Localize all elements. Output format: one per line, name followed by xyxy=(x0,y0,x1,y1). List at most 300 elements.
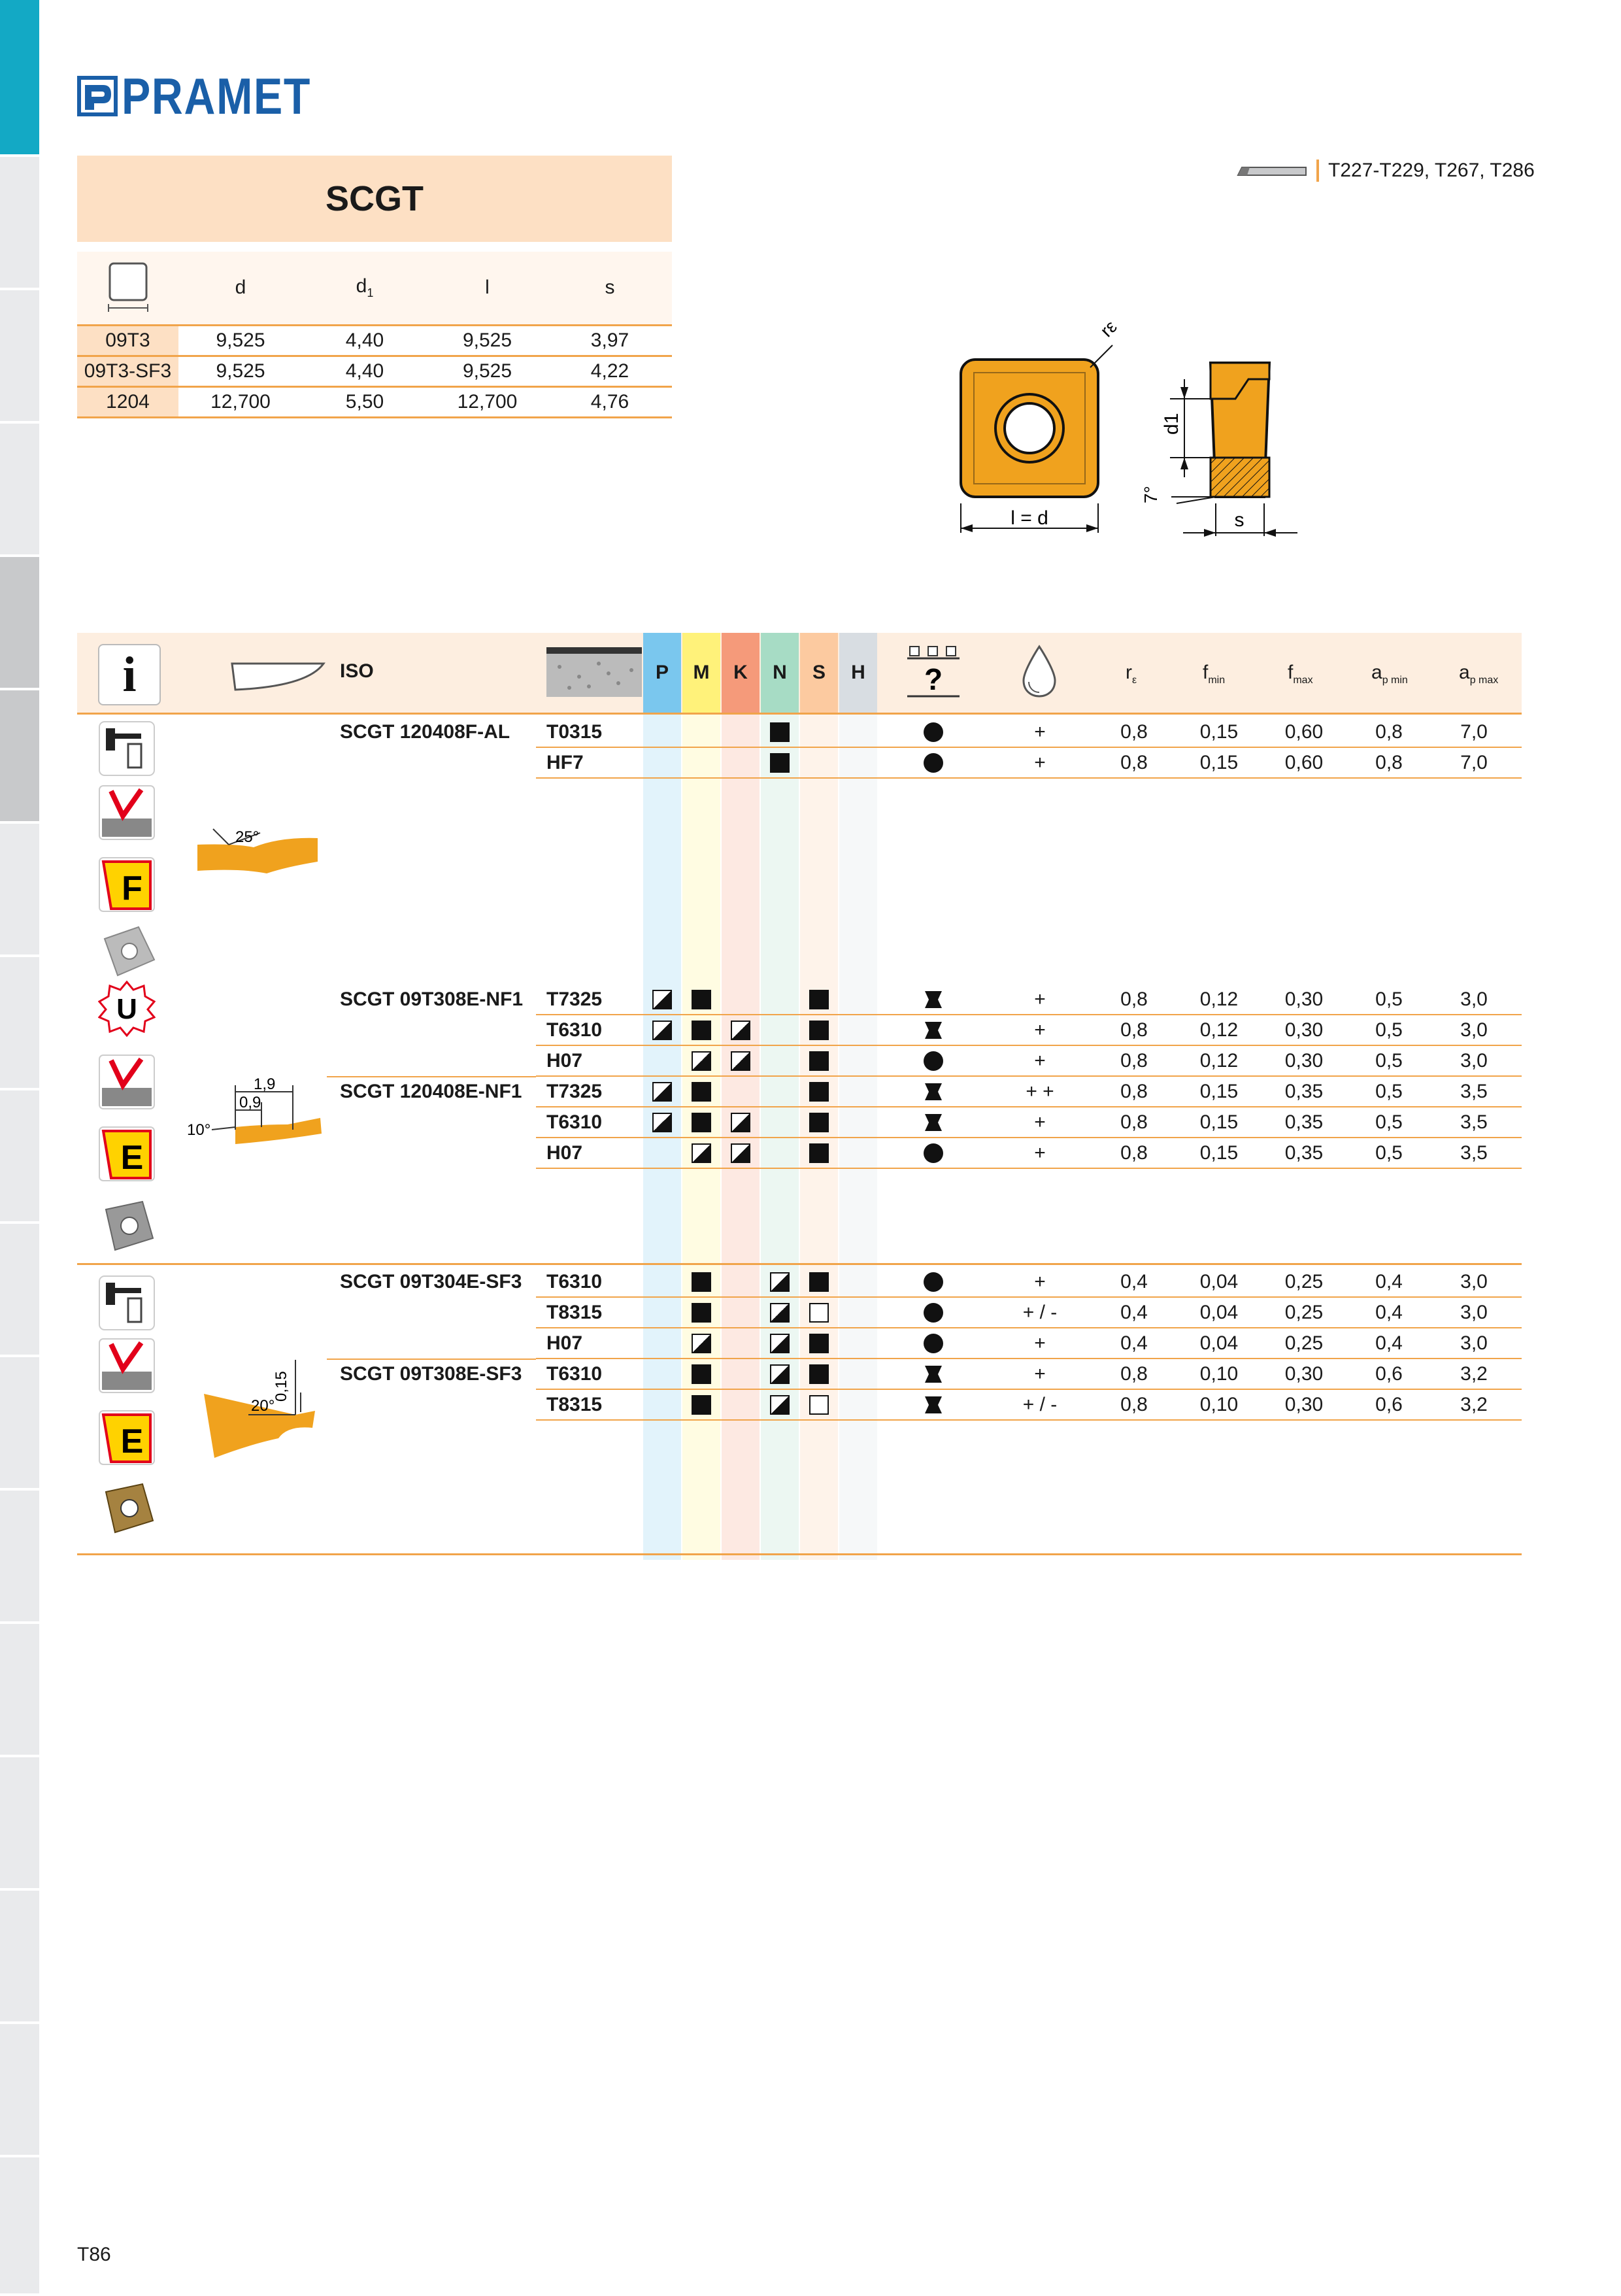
suitability-empty-icon xyxy=(809,1303,829,1323)
brand-name: PRAMET xyxy=(122,67,312,125)
material-cell-p xyxy=(643,984,681,1015)
cell-fmax: 0,30 xyxy=(1284,1019,1324,1041)
col-header-d1: $d_1$ xyxy=(303,252,427,325)
insert-shape-icon xyxy=(102,257,154,313)
suitability-full-icon xyxy=(692,1395,711,1415)
suitability-full-icon xyxy=(770,722,790,742)
suitability-full-icon xyxy=(692,990,711,1009)
suitability-half-icon xyxy=(652,990,672,1009)
cell-operation xyxy=(907,1266,960,1297)
material-cell-m xyxy=(682,1359,720,1389)
cell-grade: T7325 xyxy=(546,1080,603,1102)
suitability-half-icon xyxy=(652,1082,672,1102)
cell-fmin: 0,04 xyxy=(1199,1270,1239,1292)
table-row[interactable] xyxy=(0,1266,1621,1297)
material-cell-m xyxy=(682,1076,720,1107)
material-cell-s xyxy=(800,1107,838,1138)
suitability-full-icon xyxy=(809,1082,829,1102)
insert-photo-icon xyxy=(98,923,158,979)
col-header-apmax: $a_{p max}$ xyxy=(1459,662,1499,686)
cell-name: SCGT 120408E-NF1 xyxy=(340,1080,522,1102)
row-separator xyxy=(536,1419,1522,1421)
dimensions-row xyxy=(77,325,672,356)
cell-grade: T8315 xyxy=(546,1301,603,1323)
material-cell-n xyxy=(761,717,799,747)
cell-fmin: 0,04 xyxy=(1199,1332,1239,1354)
cell-re: 0,8 xyxy=(1120,1362,1148,1385)
suitability-full-icon xyxy=(809,1113,829,1132)
dim-cell-d: 9,525 xyxy=(216,360,265,382)
operation-symbol-finish-icon xyxy=(924,1303,943,1323)
material-cell-s xyxy=(800,1015,838,1045)
operation-symbol-rough-icon xyxy=(922,1363,944,1385)
cell-grade: T6310 xyxy=(546,1362,603,1385)
svg-text:?: ? xyxy=(924,662,943,696)
cell-cool: + xyxy=(1034,720,1046,743)
machining-condition-icon xyxy=(98,785,156,841)
cell-grade: T0315 xyxy=(546,720,603,743)
cell-apmax: 3,5 xyxy=(1460,1111,1488,1133)
suitability-full-icon xyxy=(692,1082,711,1102)
toolholder-icon xyxy=(1235,161,1307,180)
cell-apmax: 3,0 xyxy=(1460,988,1488,1010)
cell-operation xyxy=(907,1297,960,1328)
suitability-full-icon xyxy=(770,753,790,773)
suitability-full-icon xyxy=(692,1272,711,1292)
operation-symbol-rough-icon xyxy=(922,1394,944,1416)
cell-apmax: 3,5 xyxy=(1460,1080,1488,1102)
dim-cell-d: 12,700 xyxy=(210,390,271,413)
cell-re: 0,8 xyxy=(1120,1393,1148,1415)
geometry-profile-sf3 xyxy=(196,1347,327,1464)
material-header-n: N xyxy=(761,633,799,713)
cell-fmin: 0,10 xyxy=(1199,1362,1239,1385)
cell-cool: + xyxy=(1034,1019,1046,1041)
material-cell-m xyxy=(682,1138,720,1168)
material-cell-n xyxy=(761,747,799,778)
name-separator xyxy=(327,1359,536,1360)
dimensions-row xyxy=(77,386,672,417)
operation-symbol-rough-icon xyxy=(922,1019,944,1041)
table-row[interactable] xyxy=(0,1015,1621,1045)
cell-cool: + xyxy=(1034,1270,1046,1292)
info-icon: i xyxy=(98,644,161,705)
suitability-half-icon xyxy=(731,1113,750,1132)
material-cell-k xyxy=(722,1045,760,1076)
cell-name: SCGT 09T304E-SF3 xyxy=(340,1270,522,1292)
side-tab[interactable] xyxy=(0,424,39,557)
suitability-full-icon xyxy=(692,1303,711,1323)
cell-operation xyxy=(907,1328,960,1359)
side-tab[interactable] xyxy=(0,1891,39,2024)
cell-apmin: 0,5 xyxy=(1375,1080,1403,1102)
chip-letter-f-icon xyxy=(98,856,156,913)
chip-breaker-icon xyxy=(229,660,327,693)
operation-symbol-finish-icon xyxy=(924,1272,943,1292)
material-header-k: K xyxy=(722,633,760,713)
cell-apmax: 3,0 xyxy=(1460,1270,1488,1292)
col-header-apmin: $a_{p min}$ xyxy=(1371,662,1408,686)
label-angle: 7° xyxy=(1141,486,1161,503)
dim-cell-s: 4,76 xyxy=(590,390,629,413)
suitability-half-icon xyxy=(731,1143,750,1163)
row-separator xyxy=(536,777,1522,779)
material-header-s: S xyxy=(800,633,838,713)
cell-grade: T6310 xyxy=(546,1019,603,1041)
operation-symbol-rough-icon xyxy=(922,988,944,1011)
cell-cool: + xyxy=(1034,1362,1046,1385)
cell-fmin: 0,15 xyxy=(1199,1080,1239,1102)
material-cell-m xyxy=(682,1015,720,1045)
material-header-h: H xyxy=(839,633,877,713)
dim-cell-d1: 5,50 xyxy=(345,390,384,413)
cell-apmin: 0,5 xyxy=(1375,1019,1403,1041)
suitability-half-icon xyxy=(692,1051,711,1071)
cell-apmin: 0,5 xyxy=(1375,1049,1403,1072)
chip-letter-e-icon xyxy=(98,1126,156,1182)
material-cell-n xyxy=(761,1328,799,1359)
cell-name xyxy=(340,1328,536,1359)
cell-apmin: 0,4 xyxy=(1375,1270,1403,1292)
cell-re: 0,8 xyxy=(1120,1111,1148,1133)
cell-apmin: 0,5 xyxy=(1375,1141,1403,1164)
operation-symbol-finish-icon xyxy=(924,722,943,742)
geometry-profile-nf1 xyxy=(183,1072,327,1157)
table-row[interactable] xyxy=(0,747,1621,778)
suitability-full-icon xyxy=(809,1143,829,1163)
cell-re: 0,4 xyxy=(1120,1332,1148,1354)
cell-fmin: 0,12 xyxy=(1199,1019,1239,1041)
cell-fmin: 0,15 xyxy=(1199,1141,1239,1164)
cell-apmax: 3,0 xyxy=(1460,1332,1488,1354)
svg-text:F: F xyxy=(122,869,142,907)
cell-operation xyxy=(907,1015,960,1045)
dim-cell-s: 4,22 xyxy=(590,360,629,382)
cell-operation xyxy=(907,1076,960,1107)
operation-symbol-finish-icon xyxy=(924,1334,943,1353)
cell-fmax: 0,60 xyxy=(1284,720,1324,743)
suitability-full-icon xyxy=(692,1021,711,1040)
suitability-full-icon xyxy=(692,1364,711,1384)
material-header-p: P xyxy=(643,633,681,713)
cell-re: 0,4 xyxy=(1120,1270,1148,1292)
suitability-full-icon xyxy=(809,1334,829,1353)
cell-operation xyxy=(907,1045,960,1076)
cell-name xyxy=(340,1045,536,1076)
material-cell-s xyxy=(800,1389,838,1420)
cell-grade: T8315 xyxy=(546,1393,603,1415)
svg-text:U: U xyxy=(116,993,137,1025)
product-title-box xyxy=(77,156,672,242)
cell-re: 0,8 xyxy=(1120,720,1148,743)
material-cell-m xyxy=(682,1107,720,1138)
cell-name xyxy=(340,1015,536,1045)
geometry-angle-label: 25° xyxy=(235,828,259,846)
cell-cool: + / - xyxy=(1022,1301,1058,1323)
dimensions-row xyxy=(77,356,672,386)
cell-cool: + / - xyxy=(1022,1393,1058,1415)
suitability-half-icon xyxy=(692,1143,711,1163)
suitability-full-icon xyxy=(809,1021,829,1040)
cell-fmax: 0,35 xyxy=(1284,1141,1324,1164)
cell-fmin: 0,15 xyxy=(1199,751,1239,773)
material-cell-m xyxy=(682,1328,720,1359)
cell-apmax: 3,5 xyxy=(1460,1141,1488,1164)
cell-operation xyxy=(907,1389,960,1420)
dim-cell-l: 9,525 xyxy=(462,360,512,382)
cell-re: 0,4 xyxy=(1120,1301,1148,1323)
col-header-iso: ISO xyxy=(340,660,374,682)
cell-fmax: 0,35 xyxy=(1284,1111,1324,1133)
group-separator xyxy=(77,1263,1522,1265)
cell-apmax: 7,0 xyxy=(1460,751,1488,773)
side-tab[interactable] xyxy=(0,557,39,690)
col-header-s: s xyxy=(548,252,672,325)
cell-re: 0,8 xyxy=(1120,988,1148,1010)
cell-grade: T7325 xyxy=(546,988,603,1010)
material-cell-s xyxy=(800,1266,838,1297)
cell-cool: + xyxy=(1034,988,1046,1010)
operation-symbol-finish-icon xyxy=(924,753,943,773)
cell-apmax: 3,0 xyxy=(1460,1301,1488,1323)
material-cell-n xyxy=(761,1389,799,1420)
cell-fmax: 0,60 xyxy=(1284,751,1324,773)
suitability-half-icon xyxy=(770,1334,790,1353)
label-d1: d1 xyxy=(1161,413,1182,435)
dim-cell-l: 9,525 xyxy=(462,329,512,351)
dim-cell-s: 3,97 xyxy=(590,329,629,351)
dim-cell-l: 12,700 xyxy=(457,390,518,413)
col-header-re: $r_\varepsilon$ xyxy=(1126,662,1137,686)
suitability-half-icon xyxy=(692,1334,711,1353)
cell-fmax: 0,35 xyxy=(1284,1080,1324,1102)
material-cell-k xyxy=(722,1015,760,1045)
suitability-half-icon xyxy=(652,1113,672,1132)
cell-cool: + xyxy=(1034,751,1046,773)
suitability-half-icon xyxy=(770,1272,790,1292)
cell-operation xyxy=(907,1359,960,1389)
external-turning-icon xyxy=(98,720,156,777)
table-row[interactable] xyxy=(0,1045,1621,1076)
cell-name xyxy=(340,1297,536,1328)
suitability-half-icon xyxy=(652,1021,672,1040)
page-number: T86 xyxy=(77,2244,111,2265)
material-cell-s xyxy=(800,1359,838,1389)
svg-text:0,9: 0,9 xyxy=(239,1094,261,1111)
material-cell-n xyxy=(761,1359,799,1389)
cell-grade: T6310 xyxy=(546,1270,603,1292)
cell-apmax: 3,0 xyxy=(1460,1019,1488,1041)
cell-fmin: 0,12 xyxy=(1199,988,1239,1010)
holder-reference xyxy=(1235,160,1535,182)
cell-fmax: 0,25 xyxy=(1284,1270,1324,1292)
side-tab[interactable] xyxy=(0,1624,39,1757)
cell-re: 0,8 xyxy=(1120,1019,1148,1041)
dim-cell-d: 9,525 xyxy=(216,329,265,351)
cell-fmax: 0,30 xyxy=(1284,988,1324,1010)
dim-cell-d1: 4,40 xyxy=(345,360,384,382)
label-corner-radius: rε xyxy=(1096,316,1121,341)
side-tab[interactable] xyxy=(0,2157,39,2296)
material-cell-k xyxy=(722,1107,760,1138)
insert-photo-icon xyxy=(98,1480,158,1536)
dim-cell-code: 1204 xyxy=(77,386,178,417)
material-header-m: M xyxy=(682,633,720,713)
material-cell-p xyxy=(643,1107,681,1138)
suitability-empty-icon xyxy=(809,1395,829,1415)
suitability-full-icon xyxy=(809,1364,829,1384)
material-cell-s xyxy=(800,1138,838,1168)
grade-icon xyxy=(546,647,642,697)
material-cell-m xyxy=(682,984,720,1015)
col-header-d: d xyxy=(178,252,303,325)
insert-photo-icon xyxy=(98,1198,158,1254)
brand-mark-icon xyxy=(77,76,118,116)
cell-fmin: 0,10 xyxy=(1199,1393,1239,1415)
cell-name: SCGT 120408F-AL xyxy=(340,720,510,743)
cell-apmax: 3,2 xyxy=(1460,1393,1488,1415)
machining-condition-icon xyxy=(98,1054,156,1110)
suitability-half-icon xyxy=(731,1051,750,1071)
cell-grade: HF7 xyxy=(546,751,584,773)
table-bottom-line xyxy=(77,1553,1522,1555)
universal-u-icon xyxy=(98,981,156,1037)
cell-grade: H07 xyxy=(546,1332,583,1354)
suitability-half-icon xyxy=(770,1364,790,1384)
cell-apmin: 0,6 xyxy=(1375,1362,1403,1385)
svg-text:20°: 20° xyxy=(251,1397,275,1415)
side-tab[interactable] xyxy=(0,1757,39,1891)
svg-text:10°: 10° xyxy=(187,1121,211,1139)
label-s: s xyxy=(1234,509,1245,531)
cell-fmin: 0,04 xyxy=(1199,1301,1239,1323)
side-tab[interactable] xyxy=(0,1491,39,1624)
suitability-full-icon xyxy=(809,990,829,1009)
material-cell-s xyxy=(800,1297,838,1328)
geometry-profile-al xyxy=(195,811,319,876)
dim-cell-code: 09T3-SF3 xyxy=(77,356,178,386)
cell-fmax: 0,30 xyxy=(1284,1393,1324,1415)
label-l-equals-d: l = d xyxy=(1011,507,1048,529)
cell-fmax: 0,25 xyxy=(1284,1332,1324,1354)
cell-cool: + xyxy=(1034,1332,1046,1354)
material-cell-p xyxy=(643,1015,681,1045)
material-cell-m xyxy=(682,1389,720,1420)
cell-fmin: 0,12 xyxy=(1199,1049,1239,1072)
side-tab-active[interactable] xyxy=(0,0,39,157)
cell-cool: + xyxy=(1034,1111,1046,1133)
cell-operation xyxy=(907,717,960,747)
cell-cool: + + xyxy=(1026,1080,1054,1102)
cell-fmin: 0,15 xyxy=(1199,720,1239,743)
operation-symbol-finish-icon xyxy=(924,1143,943,1163)
cell-fmax: 0,30 xyxy=(1284,1362,1324,1385)
cell-fmax: 0,25 xyxy=(1284,1301,1324,1323)
col-header-fmax: $f_{max}$ xyxy=(1288,662,1313,686)
dimensions-header-row xyxy=(77,252,672,325)
material-cell-s xyxy=(800,1328,838,1359)
suitability-half-icon xyxy=(770,1303,790,1323)
col-header-fmin: $f_{min}$ xyxy=(1203,662,1226,686)
cell-operation xyxy=(907,1107,960,1138)
table-row[interactable] xyxy=(0,984,1621,1015)
col-header-l: l xyxy=(427,252,548,325)
cell-apmin: 0,6 xyxy=(1375,1393,1403,1415)
suitability-full-icon xyxy=(809,1272,829,1292)
table-row[interactable] xyxy=(0,717,1621,747)
table-row[interactable] xyxy=(0,1297,1621,1328)
cell-fmax: 0,30 xyxy=(1284,1049,1324,1072)
cell-cool: + xyxy=(1034,1141,1046,1164)
material-cell-p xyxy=(643,1076,681,1107)
side-tab[interactable] xyxy=(0,2024,39,2157)
material-cell-m xyxy=(682,1297,720,1328)
cell-name: SCGT 09T308E-SF3 xyxy=(340,1362,522,1385)
dim-cell-d1: 4,40 xyxy=(345,329,384,351)
brand-logo xyxy=(77,67,344,125)
side-tab[interactable] xyxy=(0,290,39,424)
material-cell-n xyxy=(761,1266,799,1297)
operation-icon xyxy=(907,644,960,698)
operation-symbol-rough-icon xyxy=(922,1081,944,1103)
cell-apmin: 0,4 xyxy=(1375,1332,1403,1354)
cell-apmin: 0,8 xyxy=(1375,720,1403,743)
material-cell-s xyxy=(800,1076,838,1107)
cell-grade: T6310 xyxy=(546,1111,603,1133)
suitability-half-icon xyxy=(731,1021,750,1040)
material-cell-s xyxy=(800,1045,838,1076)
cell-apmax: 3,0 xyxy=(1460,1049,1488,1072)
cell-operation xyxy=(907,1138,960,1168)
chip-letter-e-icon xyxy=(98,1410,156,1466)
cell-name xyxy=(340,1138,536,1168)
row-separator xyxy=(536,1168,1522,1169)
cell-apmin: 0,5 xyxy=(1375,1111,1403,1133)
dim-cell-code: 09T3 xyxy=(77,325,178,356)
suitability-full-icon xyxy=(809,1051,829,1071)
cell-apmax: 7,0 xyxy=(1460,720,1488,743)
coolant-drop-icon xyxy=(1020,644,1059,699)
cell-grade: H07 xyxy=(546,1049,583,1072)
svg-text:E: E xyxy=(120,1423,144,1460)
cell-grade: H07 xyxy=(546,1141,583,1164)
name-separator xyxy=(327,1076,536,1077)
header-separator xyxy=(77,713,1522,715)
cell-name xyxy=(340,1107,536,1138)
operation-symbol-finish-icon xyxy=(924,1051,943,1071)
product-title: SCGT xyxy=(325,179,424,218)
cell-operation xyxy=(907,984,960,1015)
svg-text:E: E xyxy=(120,1139,144,1177)
side-tab[interactable] xyxy=(0,824,39,957)
cell-name: SCGT 09T308E-NF1 xyxy=(340,988,524,1010)
material-cell-s xyxy=(800,984,838,1015)
suitability-half-icon xyxy=(770,1395,790,1415)
material-cell-m xyxy=(682,1266,720,1297)
cell-name xyxy=(340,1389,536,1420)
cell-re: 0,8 xyxy=(1120,1080,1148,1102)
cell-fmin: 0,15 xyxy=(1199,1111,1239,1133)
cell-name xyxy=(340,747,536,778)
cell-cool: + xyxy=(1034,1049,1046,1072)
material-cell-m xyxy=(682,1045,720,1076)
insert-shape-icon-cell xyxy=(77,252,178,325)
insert-drawing xyxy=(941,307,1307,556)
cell-operation xyxy=(907,747,960,778)
svg-text:1,9: 1,9 xyxy=(254,1075,276,1093)
cell-apmin: 0,4 xyxy=(1375,1301,1403,1323)
side-tab[interactable] xyxy=(0,157,39,290)
